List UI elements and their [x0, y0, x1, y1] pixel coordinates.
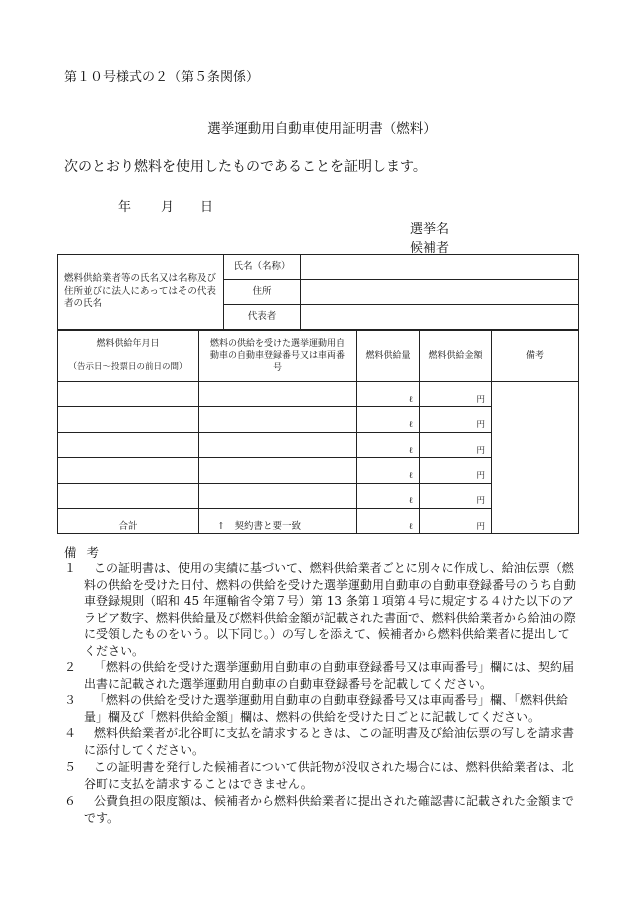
note-text: 燃料供給業者が北谷町に支払を請求するときは、この証明書及び給油伝票の写しを請求書に添付してください。 — [84, 726, 575, 757]
fuel-amount-cell[interactable]: ℓ — [357, 432, 420, 457]
note-text: 公費負担の限度額は、候補者から燃料供給業者に提出された確認書に記載された金額までです。 — [84, 794, 575, 825]
note-number: ３ — [64, 693, 77, 707]
form-number: 第１０号様式の２（第５条関係） — [64, 70, 260, 85]
vehicle-number-cell[interactable] — [199, 483, 357, 508]
table-header-row — [58, 331, 579, 382]
total-contract-note: ↑ 契約書と要一致 — [199, 508, 357, 533]
supply-date-cell[interactable] — [58, 432, 199, 457]
note-number: ４ — [64, 726, 77, 740]
date-day-label: 日 — [200, 200, 214, 215]
header-vehicle-number: 燃料の供給を受けた選挙運動用自動車の自動車登録番号又は車両番号 — [199, 331, 357, 382]
certification-statement: 次のとおり燃料を使用したものであることを証明します。 — [64, 159, 427, 175]
note-text: この証明書を発行した候補者について供託物が没収された場合には、燃料供給業者は、北谷町に支払を請求することはできません。 — [84, 760, 574, 791]
fuel-usage-table — [57, 330, 579, 534]
fuel-amount-cell[interactable]: ℓ — [357, 483, 420, 508]
table-row — [58, 382, 579, 407]
date-year-label: 年 — [118, 200, 132, 215]
supply-date-cell[interactable] — [58, 458, 199, 483]
fuel-cost-cell[interactable]: 円 — [420, 382, 492, 407]
vehicle-number-cell[interactable] — [199, 382, 357, 407]
supplier-name-field[interactable] — [301, 255, 579, 280]
total-fuel-amount-cell[interactable]: ℓ — [357, 508, 420, 533]
supply-date-cell[interactable] — [58, 483, 199, 508]
fuel-cost-cell[interactable]: 円 — [420, 432, 492, 457]
notes-heading: 備考 — [64, 545, 110, 560]
note-number: １ — [64, 561, 77, 575]
supplier-address-label: 住所 — [224, 280, 301, 305]
note-item — [64, 725, 576, 758]
note-item — [64, 793, 576, 826]
note-number: ２ — [64, 660, 77, 674]
note-item — [64, 659, 576, 692]
fuel-cost-cell[interactable]: 円 — [420, 407, 492, 432]
header-fuel-amount: 燃料供給量 — [357, 331, 420, 382]
vehicle-number-cell[interactable] — [199, 432, 357, 457]
supplier-representative-field[interactable] — [301, 305, 579, 330]
vehicle-number-cell[interactable] — [199, 458, 357, 483]
total-label: 合計 — [58, 508, 199, 533]
note-number: ５ — [64, 760, 77, 774]
note-number: ６ — [64, 794, 77, 808]
fuel-cost-cell[interactable]: 円 — [420, 458, 492, 483]
note-text: この証明書は、使用の実績に基づいて、燃料供給業者ごとに別々に作成し、給油伝票（燃料の供給を受けた日付、燃料の供給を受けた選挙運動用自動車の自動車登録番号のうち自動車登録規則（昭和 45 年運輸省令第７号）第 13 条第１項第４号に規定する４けた以下のアラビア数字、燃料供給量及び燃料供給金額が記載された書面で、燃料供給業者から給油の際に受領したものをいう。以下同じ。）の写しを添えて、候補者から燃料供給業者に提出してください。 — [84, 561, 577, 658]
supplier-description: 燃料供給業者等の氏名又は名称及び住所並びに法人にあってはその代表者の氏名 — [58, 255, 224, 330]
note-item — [64, 560, 576, 659]
header-supply-date-period: （告示日～投票日の前日の間） — [68, 362, 188, 373]
header-supply-date — [58, 331, 199, 382]
note-text: 「燃料の供給を受けた選挙運動用自動車の自動車登録番号又は車両番号」欄には、契約届出書に記載された選挙運動用自動車の自動車登録番号を記載してください。 — [84, 660, 575, 691]
supplier-name-label: 氏名（名称） — [224, 255, 301, 280]
supplier-address-field[interactable] — [301, 280, 579, 305]
note-item — [64, 692, 576, 725]
remarks-cell[interactable] — [492, 382, 579, 534]
note-text: 「燃料の供給を受けた選挙運動用自動車の自動車登録番号又は車両番号」欄、「燃料供給量」欄及び「燃料供給金額」欄は、燃料の供給を受けた日ごとに記載してください。 — [84, 693, 569, 724]
fuel-amount-cell[interactable]: ℓ — [357, 458, 420, 483]
header-supply-date-label: 燃料供給年月日 — [96, 339, 160, 350]
supply-date-cell[interactable] — [58, 407, 199, 432]
document-title: 選挙運動用自動車使用証明書（燃料） — [207, 121, 437, 137]
header-fuel-cost: 燃料供給金額 — [420, 331, 492, 382]
vehicle-number-cell[interactable] — [199, 407, 357, 432]
total-fuel-cost-cell[interactable]: 円 — [420, 508, 492, 533]
supply-date-cell[interactable] — [58, 382, 199, 407]
fuel-cost-cell[interactable]: 円 — [420, 483, 492, 508]
supplier-info-table — [57, 254, 579, 330]
fuel-amount-cell[interactable]: ℓ — [357, 407, 420, 432]
date-month-label: 月 — [161, 200, 175, 215]
header-remarks: 備考 — [492, 331, 579, 382]
election-name-label: 選挙名 — [410, 222, 450, 237]
note-item — [64, 759, 576, 792]
candidate-label: 候補者 — [410, 241, 450, 256]
fuel-amount-cell[interactable]: ℓ — [357, 382, 420, 407]
supplier-representative-label: 代表者 — [224, 305, 301, 330]
